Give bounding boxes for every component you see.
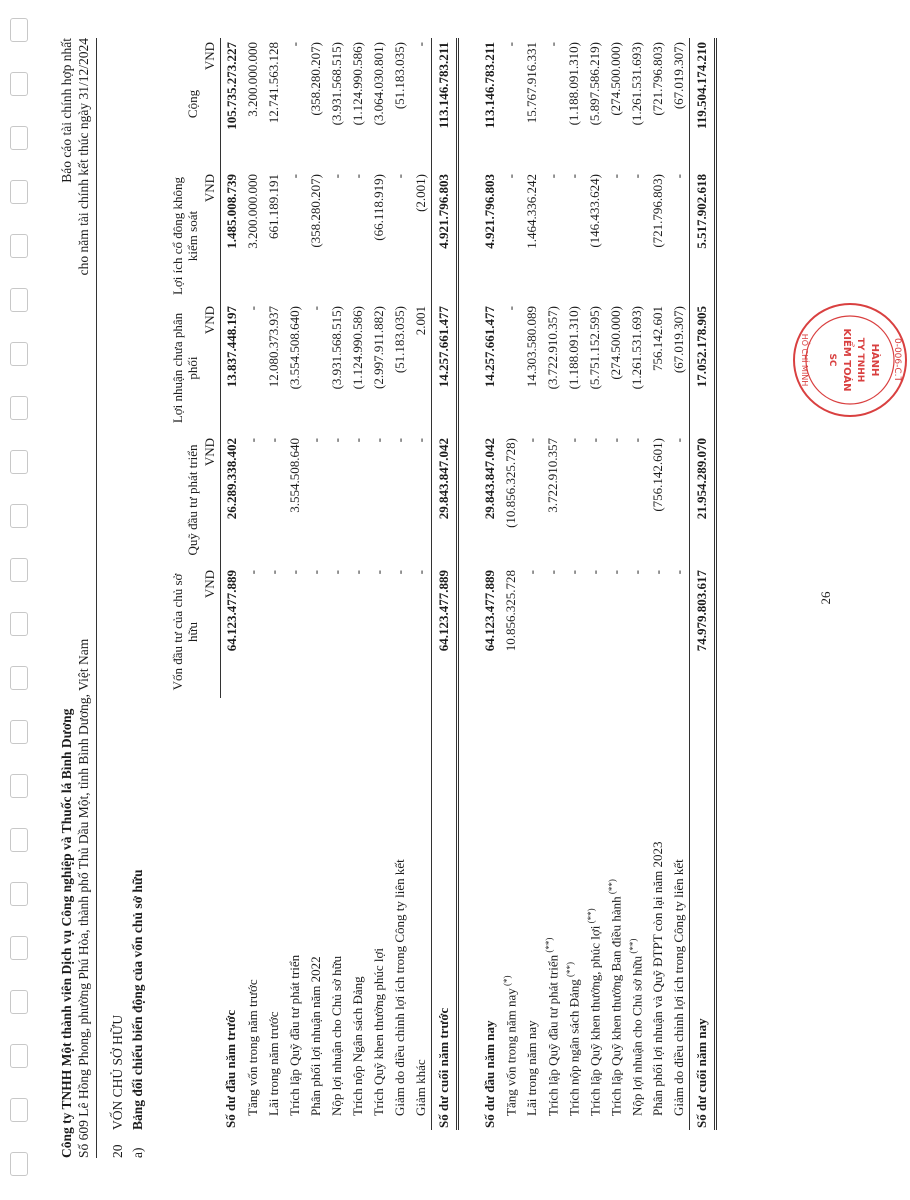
cell-value: - — [523, 570, 539, 575]
company-header — [58, 639, 92, 1158]
cell-value: 12.080.373.937 — [265, 306, 281, 388]
table-row — [305, 38, 326, 1130]
cell-value: - — [544, 174, 560, 179]
table-row — [263, 38, 284, 1130]
row-label — [647, 698, 668, 1130]
cell-value: - — [412, 438, 428, 443]
cell-value: - — [670, 174, 686, 179]
report-header — [58, 38, 92, 275]
cell-value: (10.856.325.728) — [502, 438, 518, 528]
row-label-text: Trích nộp ngân sách Đảng — [566, 979, 582, 1116]
cell-value: - — [349, 174, 365, 179]
cell-value: 1.464.336.242 — [523, 174, 539, 249]
row-label-text: Trích lập Quỹ đầu tư phát triển — [286, 954, 302, 1116]
stamp-text: SC — [827, 353, 837, 367]
cell-value: - — [670, 570, 686, 575]
cell-value: - — [244, 306, 260, 311]
binding-edge — [0, 0, 40, 1200]
binding-ring — [10, 720, 28, 744]
row-label-text: Giảm do điều chỉnh lợi ích trong Công ty liên kết — [670, 859, 686, 1116]
cell-value: - — [307, 438, 323, 443]
cell-value: - — [349, 570, 365, 575]
cell-value: 2.001 — [412, 306, 428, 336]
cell-value: - — [565, 438, 581, 443]
cell-value: - — [544, 42, 560, 47]
row-label — [389, 698, 410, 1130]
cell-value: 3.554.508.640 — [286, 438, 302, 513]
row-label-text: Giảm khác — [412, 1059, 428, 1116]
row-label-text: Phân phối lợi nhuận và Quỹ ĐTPT còn lại năm 2023 — [649, 841, 665, 1116]
cell-value: 113.146.783.211 — [432, 38, 458, 170]
row-label — [626, 698, 647, 1130]
binding-ring — [10, 72, 28, 96]
cell-value: - — [370, 438, 386, 443]
cell-value: (1.124.990.586) — [349, 42, 365, 126]
column-unit: VND — [202, 38, 221, 170]
binding-ring — [10, 234, 28, 258]
cell-value: - — [244, 438, 260, 443]
note-marker: (**) — [585, 908, 596, 926]
cell-value: - — [307, 570, 323, 575]
row-label — [500, 698, 521, 1130]
row-label-text: Nộp lợi nhuận cho Chủ sở hữu — [629, 955, 645, 1116]
cell-value: (358.280.207) — [307, 174, 323, 248]
report-period: cho năm tài chính kết thúc ngày 31/12/2024 — [76, 38, 91, 276]
cell-value: (51.183.035) — [391, 306, 407, 374]
note-marker: (*) — [501, 975, 512, 989]
cell-value: - — [265, 438, 281, 443]
row-label — [326, 698, 347, 1130]
column-unit: VND — [202, 170, 221, 302]
row-label-text: Số dư cuối năm trước — [436, 1007, 451, 1128]
cell-value: 4.921.796.803 — [432, 170, 458, 302]
row-label — [284, 698, 305, 1130]
cell-value: - — [649, 570, 665, 575]
cell-value: - — [565, 570, 581, 575]
cell-value: (274.500.000) — [607, 42, 623, 116]
row-label-text: Phân phối lợi nhuận năm 2022 — [307, 956, 323, 1116]
cell-value: (67.019.307) — [670, 42, 686, 110]
cell-value: 4.921.796.803 — [481, 174, 497, 249]
row-label — [584, 698, 605, 1130]
cell-value: 74.979.803.617 — [690, 566, 716, 698]
cell-value: 10.856.325.728 — [502, 570, 518, 652]
cell-value: (721.796.803) — [649, 174, 665, 248]
binding-ring — [10, 828, 28, 852]
section-number: 20 — [110, 1144, 125, 1158]
stamp-text: HÀNH — [869, 343, 880, 377]
row-label-text: Tăng vốn trong năm trước — [244, 979, 260, 1116]
cell-value: (274.500.000) — [607, 306, 623, 380]
row-label-text: Số dư cuối năm nay — [694, 1018, 709, 1128]
table-row — [410, 38, 432, 1130]
table-row — [668, 38, 690, 1130]
binding-ring — [10, 666, 28, 690]
binding-ring — [10, 936, 28, 960]
note-marker: (**) — [627, 938, 638, 956]
cell-value: 29.843.847.042 — [432, 434, 458, 566]
cell-value: 14.257.661.477 — [432, 302, 458, 434]
stamp-text: HỒ CHÍ MINH — [800, 333, 809, 387]
binding-ring — [10, 126, 28, 150]
cell-value: 64.123.477.889 — [432, 566, 458, 698]
row-label-text: Trích lập Quỹ khen thưởng, phúc lợi — [587, 925, 603, 1116]
cell-value: - — [391, 438, 407, 443]
binding-ring — [10, 1098, 28, 1122]
cell-value: - — [370, 570, 386, 575]
cell-value: - — [586, 438, 602, 443]
row-label-text: Số dư đầu năm trước — [223, 1009, 239, 1128]
cell-value: (3.554.508.640) — [286, 306, 302, 390]
table-total-row — [690, 38, 716, 1130]
cell-value: - — [328, 570, 344, 575]
cell-value: 15.767.916.331 — [523, 42, 539, 124]
subsection-letter: a) — [130, 1147, 145, 1158]
cell-value: 64.123.477.889 — [223, 570, 239, 652]
cell-value: - — [349, 438, 365, 443]
binding-ring — [10, 990, 28, 1014]
header-rule — [96, 38, 97, 1158]
cell-value: 26.289.338.402 — [223, 438, 239, 520]
cell-value: (1.124.990.586) — [349, 306, 365, 390]
cell-value: - — [586, 570, 602, 575]
table-row — [626, 38, 647, 1130]
row-label-text: Tăng vốn trong năm nay — [503, 988, 519, 1116]
unit-row — [202, 38, 221, 1130]
equity-reconciliation-table — [170, 38, 717, 1130]
cell-value: - — [670, 438, 686, 443]
cell-value: - — [607, 570, 623, 575]
row-label — [432, 698, 458, 1130]
cell-value: (721.796.803) — [649, 42, 665, 116]
cell-value: - — [391, 570, 407, 575]
cell-value: 21.954.289.070 — [690, 434, 716, 566]
row-label — [221, 698, 243, 1130]
row-label-text: Giảm do điều chỉnh lợi ích trong Công ty liên kết — [391, 859, 407, 1116]
cell-value: - — [307, 306, 323, 311]
table-row — [389, 38, 410, 1130]
column-header: Cộng — [185, 89, 200, 119]
cell-value: - — [502, 306, 518, 311]
cell-value: - — [412, 570, 428, 575]
binding-ring — [10, 558, 28, 582]
cell-value: - — [628, 438, 644, 443]
binding-ring — [10, 288, 28, 312]
row-label — [305, 698, 326, 1130]
cell-value: (3.722.910.357) — [544, 306, 560, 390]
cell-value: 3.200.000.000 — [244, 42, 260, 117]
row-label — [263, 698, 284, 1130]
binding-ring — [10, 396, 28, 420]
column-unit: VND — [202, 302, 221, 434]
binding-ring — [10, 774, 28, 798]
cell-value: - — [502, 174, 518, 179]
table-row — [347, 38, 368, 1130]
section-heading — [108, 869, 148, 1158]
cell-value: - — [328, 174, 344, 179]
stamp-text: 0-006-C.T — [892, 337, 902, 383]
cell-value: - — [628, 174, 644, 179]
cell-value: - — [244, 570, 260, 575]
row-label — [563, 698, 584, 1130]
row-label-text: Lãi trong năm trước — [265, 1011, 281, 1116]
row-label-text: Số dư đầu năm nay — [481, 1020, 497, 1128]
cell-value: 17.052.178.905 — [690, 302, 716, 434]
cell-value: - — [607, 438, 623, 443]
column-header: Lợi nhuận chưa phân phối — [170, 312, 200, 424]
column-header: Vốn đầu tư của chủ sở hữu — [170, 573, 200, 691]
column-unit: VND — [202, 566, 221, 698]
binding-ring — [10, 504, 28, 528]
cell-value: 64.123.477.889 — [481, 570, 497, 652]
cell-value: (67.019.307) — [670, 306, 686, 374]
cell-value: (146.433.624) — [586, 174, 602, 248]
cell-value: - — [391, 174, 407, 179]
cell-value: (51.183.035) — [391, 42, 407, 110]
cell-value: 119.504.174.210 — [690, 38, 716, 170]
table-total-row — [432, 38, 458, 1130]
cell-value: (66.118.919) — [370, 174, 386, 241]
table-row — [221, 38, 243, 1130]
table-row — [647, 38, 668, 1130]
cell-value: (2.001) — [412, 174, 428, 212]
auditor-stamp — [790, 300, 910, 420]
cell-value: 113.146.783.211 — [481, 42, 497, 129]
cell-value: 756.142.601 — [649, 306, 665, 371]
table-row — [368, 38, 389, 1130]
table-row — [521, 38, 542, 1130]
row-label-text: Trích lập Quỹ khen thưởng Ban điều hành — [608, 896, 624, 1116]
cell-value: 29.843.847.042 — [481, 438, 497, 520]
cell-value: (1.261.531.693) — [628, 42, 644, 126]
cell-value: (3.064.030.801) — [370, 42, 386, 126]
table-row — [542, 38, 563, 1130]
table-row — [284, 38, 305, 1130]
row-label — [347, 698, 368, 1130]
cell-value: 105.735.273.227 — [223, 42, 239, 130]
cell-value: (3.931.568.515) — [328, 306, 344, 390]
table-row — [584, 38, 605, 1130]
table-row — [563, 38, 584, 1130]
column-header: Lợi ích cổ đông không kiểm soát — [170, 176, 200, 296]
row-label-text: Lãi trong năm nay — [523, 1020, 539, 1116]
subsection-title: Bảng đối chiếu biến động của vốn chủ sở hữu — [130, 869, 145, 1130]
binding-ring — [10, 450, 28, 474]
table-row — [500, 38, 521, 1130]
cell-value: 3.200.000.000 — [244, 174, 260, 249]
column-header: Quỹ đầu tư phát triển — [185, 444, 200, 556]
binding-ring — [10, 18, 28, 42]
cell-value: (3.931.568.515) — [328, 42, 344, 126]
table-row — [242, 38, 263, 1130]
row-label — [690, 698, 716, 1130]
row-label — [668, 698, 690, 1130]
row-label — [479, 698, 500, 1130]
cell-value: 12.741.563.128 — [265, 42, 281, 124]
cell-value: - — [286, 42, 302, 47]
cell-value: - — [286, 174, 302, 179]
table-row — [479, 38, 500, 1130]
company-address: Số 609 Lê Hồng Phong, phường Phú Hòa, thành phố Thủ Dầu Một, tỉnh Bình Dương, Việt Nam — [76, 638, 91, 1158]
note-marker: (**) — [543, 937, 554, 955]
cell-value: 1.485.008.739 — [223, 174, 239, 249]
binding-ring — [10, 180, 28, 204]
row-label-text: Trích nộp Ngân sách Đảng — [349, 976, 365, 1116]
cell-value: (1.188.091.310) — [565, 306, 581, 390]
binding-ring — [10, 1044, 28, 1068]
rotated-page — [58, 38, 838, 1158]
cell-value: - — [607, 174, 623, 179]
cell-value: - — [502, 42, 518, 47]
row-label — [410, 698, 432, 1130]
column-header-row — [170, 38, 202, 1130]
report-title: Báo cáo tài chính hợp nhất — [59, 38, 74, 183]
binding-ring — [10, 1152, 28, 1176]
cell-value: - — [565, 174, 581, 179]
cell-value: - — [265, 570, 281, 575]
row-label-text: Nộp lợi nhuận cho Chủ sở hữu — [328, 955, 344, 1116]
row-label — [542, 698, 563, 1130]
row-label-text: Trích Quỹ khen thưởng phúc lợi — [370, 947, 386, 1116]
cell-value: - — [523, 438, 539, 443]
row-label-text: Trích lập Quỹ đầu tư phát triển — [545, 954, 561, 1116]
binding-ring — [10, 342, 28, 366]
row-label — [242, 698, 263, 1130]
row-label — [521, 698, 542, 1130]
binding-ring — [10, 882, 28, 906]
table-row — [605, 38, 626, 1130]
cell-value: (5.897.586.219) — [586, 42, 602, 126]
cell-value: (2.997.911.882) — [370, 306, 386, 389]
row-label — [368, 698, 389, 1130]
cell-value: - — [328, 438, 344, 443]
note-marker: (**) — [606, 879, 617, 897]
stamp-text: TY TNHH — [855, 337, 865, 383]
cell-value: 13.837.448.197 — [223, 306, 239, 388]
stamp-text: KIỂM TOÁN — [841, 328, 852, 392]
column-unit: VND — [202, 434, 221, 566]
page-number: 26 — [818, 591, 833, 605]
cell-value: - — [412, 42, 428, 47]
cell-value: - — [544, 570, 560, 575]
cell-value: (1.261.531.693) — [628, 306, 644, 390]
binding-ring — [10, 612, 28, 636]
cell-value: (756.142.601) — [649, 438, 665, 512]
cell-value: 3.722.910.357 — [544, 438, 560, 513]
row-label — [605, 698, 626, 1130]
table-row — [326, 38, 347, 1130]
cell-value: (5.751.152.595) — [586, 306, 602, 390]
note-marker: (**) — [564, 962, 575, 980]
section-title: VỐN CHỦ SỞ HỮU — [110, 1014, 125, 1130]
cell-value: (358.280.207) — [307, 42, 323, 116]
cell-value: 5.517.902.618 — [690, 170, 716, 302]
cell-value: - — [286, 570, 302, 575]
cell-value: 661.189.191 — [265, 174, 281, 239]
table-row — [458, 38, 480, 1130]
cell-value: - — [628, 570, 644, 575]
cell-value: 14.257.661.477 — [481, 306, 497, 388]
cell-value: (1.188.091.310) — [565, 42, 581, 126]
table-body — [221, 38, 716, 1130]
cell-value: 14.303.580.089 — [523, 306, 539, 388]
company-name: Công ty TNHH Một thành viên Dịch vụ Công nghiệp và Thuốc lá Bình Dương — [59, 708, 74, 1158]
